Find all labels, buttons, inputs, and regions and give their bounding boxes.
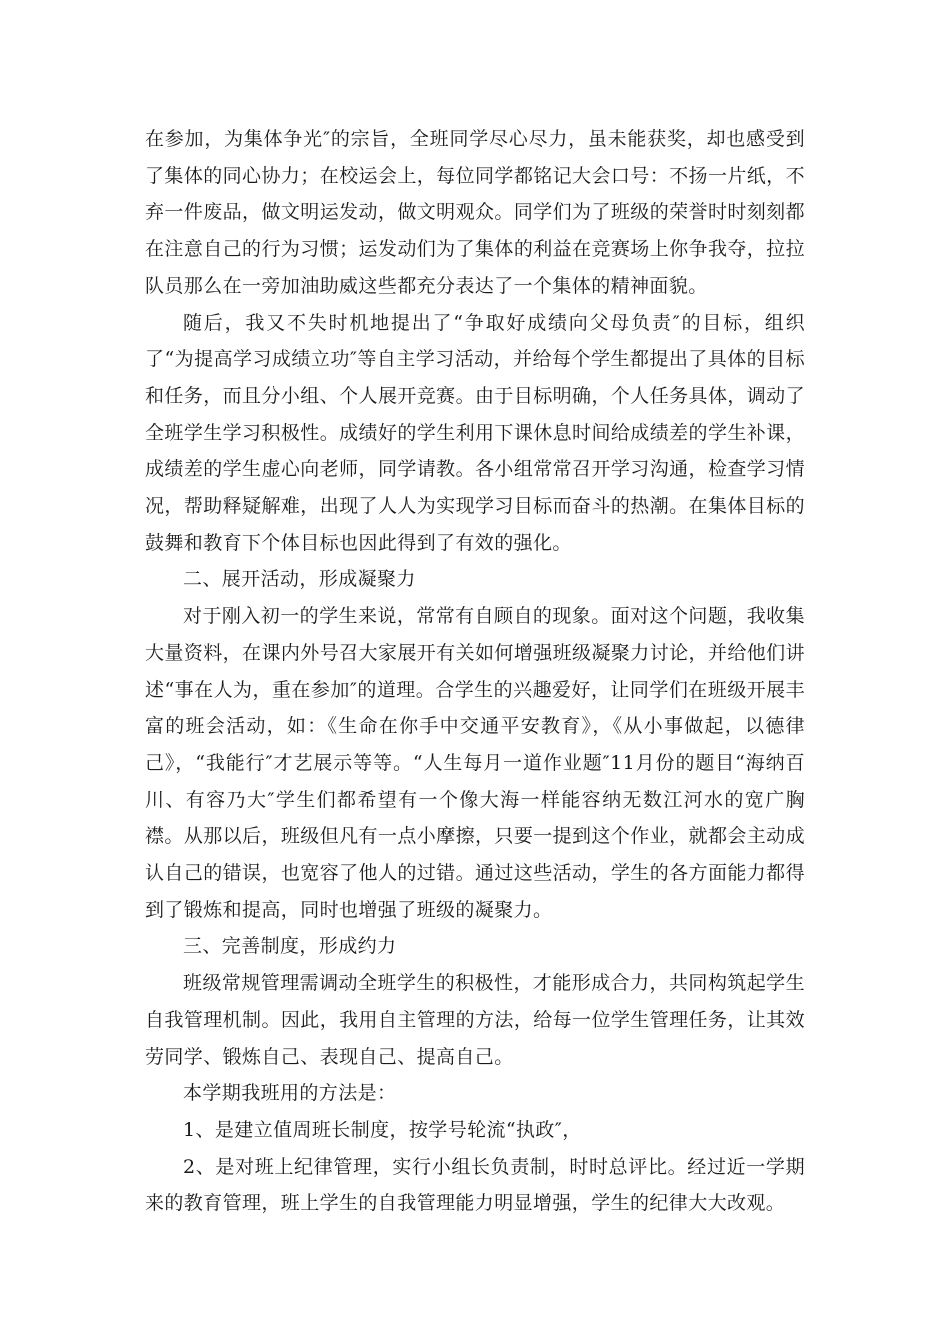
paragraph-2: 随后，我又不失时机地提出了“争取好成绩向父母负责″的目标，组织了“为提高学习成绩立功″等自主学习活动，并给每个学生都提出了具体的目标和任务，而且分小组、个人展开竞赛。由于目标明确，个人任务具体，调动了全班学生学习积极性。成绩好的学生利用下课休息时间给成绩差的学生补课，成绩差的学生虚心向老师，同学请教。各小组常常召开学习沟通，检查学习情况，帮助释疑解难，出现了人人为实现学习目标而奋斗的热潮。在集体目标的鼓舞和教育下个体目标也因此得到了有效的强化。 [145, 311, 805, 554]
list-item-2: 2、是对班上纪律管理，实行小组长负责制，时时总评比。经过近一学期来的教育管理，班上学生的自我管理能力明显增强，学生的纪律大大改观。 [145, 1155, 805, 1215]
paragraph-5: 本学期我班用的方法是： [183, 1082, 397, 1105]
section-heading-3: 三、完善制度，形成约力 [183, 935, 397, 958]
paragraph-1: 在参加，为集体争光″的宗旨，全班同学尽心尽力，虽未能获奖，却也感受到了集体的同心协力；在校运会上，每位同学都铭记大会口号：不扬一片纸，不弃一件废品，做文明运发动，做文明观众。同学们为了班级的荣誉时时刻刻都在注意自己的行为习惯；运发动们为了集体的利益在竞赛场上你争我夺，拉拉队员那么在一旁加油助威这些都充分表达了一个集体的精神面貌。 [145, 128, 805, 297]
section-heading-2: 二、展开活动，形成凝聚力 [183, 568, 416, 591]
paragraph-3: 对于刚入初一的学生来说，常常有自顾自的现象。面对这个问题，我收集大量资料，在课内外号召大家展开有关如何增强班级凝聚力讨论，并给他们讲述“事在人为，重在参加″的道理。合学生的兴趣爱好，让同学们在班级开展丰富的班会活动，如：《生命在你手中交通平安教育》，《从小事做起，以德律己》，“我能行″才艺展示等等。“人生每月一道作业题″11月份的题目“海纳百川、有容乃大″学生们都希望有一个像大海一样能容纳无数江河水的宽广胸襟。从那以后，班级但凡有一点小摩擦，只要一提到这个作业，就都会主动成认自己的错误，也宽容了他人的过错。通过这些活动，学生的各方面能力都得到了锻炼和提高，同时也增强了班级的凝聚力。 [145, 605, 805, 921]
list-item-1: 1、是建立值周班长制度，按学号轮流“执政″， [183, 1118, 582, 1141]
paragraph-4: 班级常规管理需调动全班学生的积极性，才能形成合力，共同构筑起学生自我管理机制。因此，我用自主管理的方法，给每一位学生管理任务，让其效劳同学、锻炼自己、表现自己、提高自己。 [145, 972, 805, 1068]
document-body [145, 121, 805, 1222]
